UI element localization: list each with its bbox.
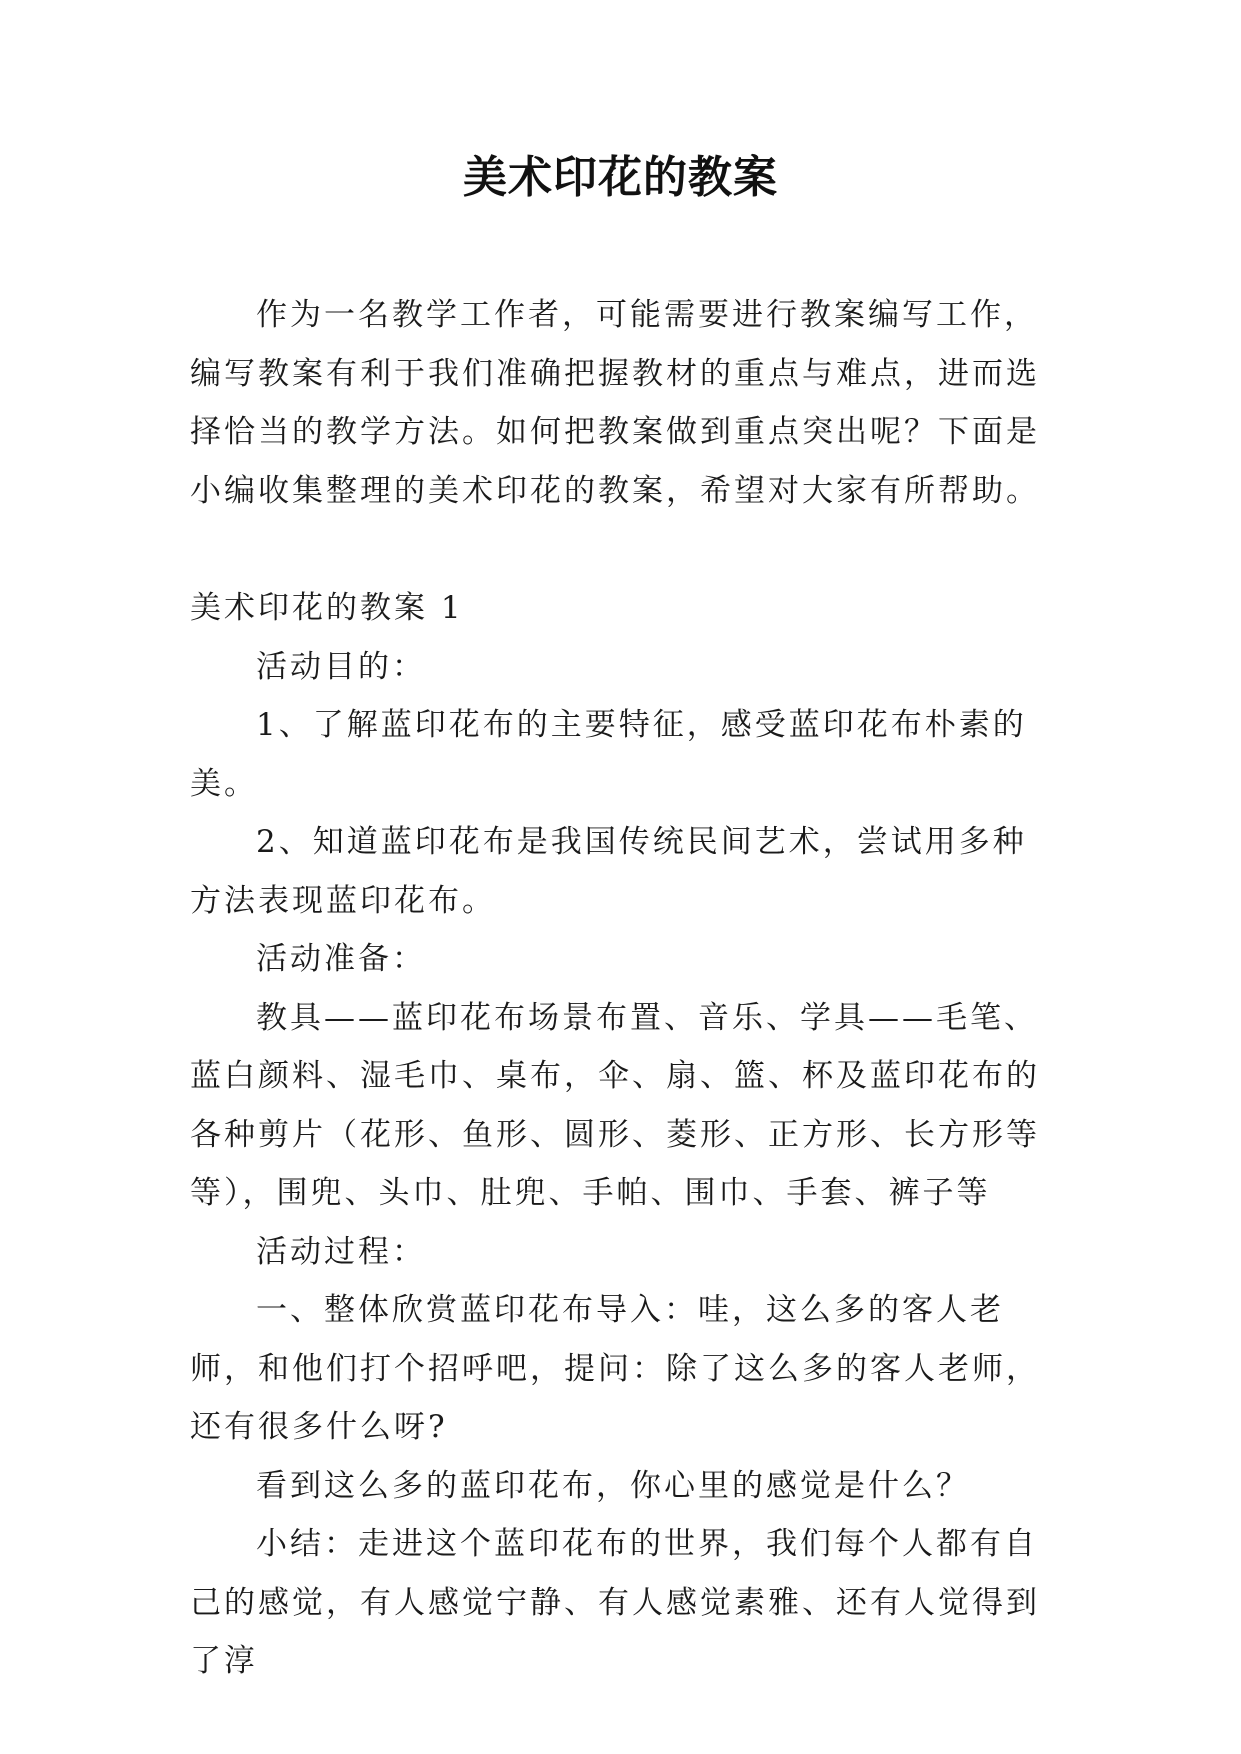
paragraph-summary: 小结：走进这个蓝印花布的世界，我们每个人都有自己的感觉，有人感觉宁静、有人感觉素雅、还有人觉得到了淳 (190, 1526, 1040, 1679)
paragraph-activity-process: 活动过程： (256, 1233, 426, 1270)
paragraph-activity-goal: 活动目的： (256, 648, 426, 685)
paragraph-activity-prep: 活动准备： (256, 941, 426, 977)
paragraph-question: 看到这么多的蓝印花布，你心里的感觉是什么？ (256, 1467, 970, 1504)
paragraph-goal-1: 1、了解蓝印花布的主要特征，感受蓝印花布朴素的美。 (190, 707, 1027, 802)
paragraph-materials: 教具——蓝印花布场景布置、音乐、学具——毛笔、蓝白颜料、湿毛巾、桌布，伞、扇、篮、杯及蓝印花布的各种剪片（花形、鱼形、圆形、菱形、正方形、长方形等等），围兜、头巾、肚兜、手帕、围巾、手套、裤子等 (190, 999, 1040, 1211)
intro-paragraph: 作为一名教学工作者，可能需要进行教案编写工作，编写教案有利于我们准确把握教材的重点与难点，进而选择恰当的教学方法。如何把教案做到重点突出呢？下面是小编收集整理的美术印花的教案，希望对大家有所帮助。 (190, 297, 1040, 509)
paragraph-goal-2: 2、知道蓝印花布是我国传统民间艺术，尝试用多种方法表现蓝印花布。 (190, 824, 1027, 919)
section-heading: 美术印花的教案 1 (190, 590, 464, 626)
paragraph-step-1: 一、整体欣赏蓝印花布导入：哇，这么多的客人老师，和他们打个招呼吧，提问：除了这么多的客人老师，还有很多什么呀? (190, 1292, 1040, 1445)
document-body (190, 286, 1060, 1691)
document-title: 美术印花的教案 (463, 152, 778, 203)
